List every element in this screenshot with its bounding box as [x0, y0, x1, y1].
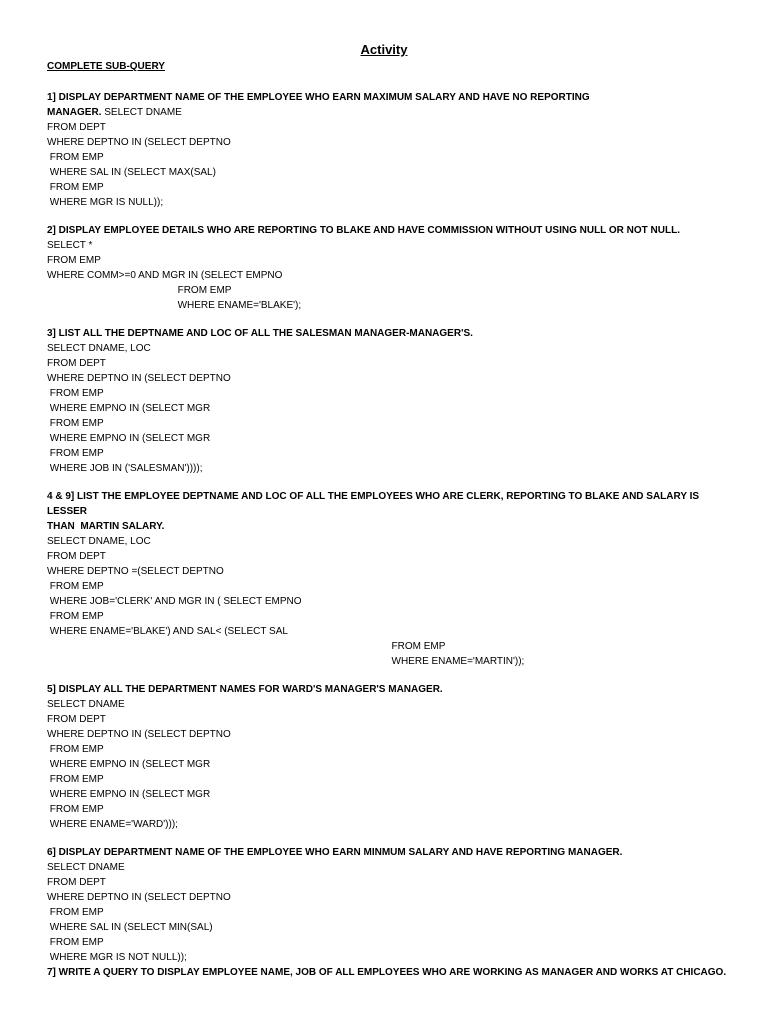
question-title-tail: MANAGER.: [47, 107, 102, 118]
sql-line: FROM DEPT: [47, 714, 106, 725]
question-7: [47, 965, 727, 980]
sql-line: FROM EMP: [47, 285, 232, 296]
sql-line: FROM EMP: [47, 937, 104, 948]
question-list: [47, 90, 727, 980]
page-title: Activity: [360, 42, 408, 57]
question-title: 1] DISPLAY DEPARTMENT NAME OF THE EMPLOYEE WHO EARN MAXIMUM SALARY AND HAVE NO REPORTING: [47, 92, 590, 103]
sql-line: SELECT *: [47, 240, 93, 251]
sql-line: WHERE ENAME='WARD')));: [47, 819, 178, 830]
sql-line: FROM DEPT: [47, 122, 106, 133]
question-title: 6] DISPLAY DEPARTMENT NAME OF THE EMPLOYEE WHO EARN MINMUM SALARY AND HAVE REPORTING MANAGER.: [47, 847, 623, 858]
question-1: [47, 90, 727, 210]
sql-line: FROM DEPT: [47, 551, 106, 562]
sql-line: FROM DEPT: [47, 877, 106, 888]
sql-line: WHERE DEPTNO IN (SELECT DEPTNO: [47, 729, 231, 740]
sql-line: FROM EMP: [47, 418, 104, 429]
sql-line: WHERE JOB='CLERK' AND MGR IN ( SELECT EMPNO: [47, 596, 302, 607]
sql-line: SELECT DNAME, LOC: [47, 343, 151, 354]
sql-line: WHERE ENAME='MARTIN'));: [47, 656, 525, 667]
sql-line: FROM EMP: [47, 581, 104, 592]
question-title: 7] WRITE A QUERY TO DISPLAY EMPLOYEE NAME, JOB OF ALL EMPLOYEES WHO ARE WORKING AS MANAGER AND WORKS AT CHICAGO.: [47, 967, 727, 978]
sql-line: WHERE JOB IN ('SALESMAN'))));: [47, 463, 203, 474]
question-title: 4 & 9] LIST THE EMPLOYEE DEPTNAME AND LOC OF ALL THE EMPLOYEES WHO ARE CLERK, REPORTING TO BLAKE AND SALARY IS LESSER: [47, 491, 702, 517]
sql-line: WHERE EMPNO IN (SELECT MGR: [47, 403, 211, 414]
sql-line: FROM EMP: [47, 388, 104, 399]
sql-line: SELECT DNAME, LOC: [47, 536, 151, 547]
sql-line: FROM EMP: [47, 448, 104, 459]
question-5: [47, 682, 727, 832]
question-2: [47, 223, 727, 313]
sql-line: SELECT DNAME: [47, 862, 125, 873]
sql-line: WHERE MGR IS NULL));: [47, 197, 164, 208]
sql-line: FROM EMP: [47, 255, 101, 266]
question-title-cont: [47, 105, 727, 120]
sql-line: SELECT DNAME: [101, 107, 182, 118]
sql-line: WHERE SAL IN (SELECT MAX(SAL): [47, 167, 216, 178]
sql-line: WHERE MGR IS NOT NULL));: [47, 952, 187, 963]
sql-line: FROM EMP: [47, 744, 104, 755]
sql-line: WHERE DEPTNO IN (SELECT DEPTNO: [47, 373, 231, 384]
sql-line: FROM DEPT: [47, 358, 106, 369]
sql-line: WHERE DEPTNO IN (SELECT DEPTNO: [47, 137, 231, 148]
sql-line: FROM EMP: [47, 182, 104, 193]
sql-line: WHERE SAL IN (SELECT MIN(SAL): [47, 922, 213, 933]
sql-line: FROM EMP: [47, 611, 104, 622]
sql-line: WHERE ENAME='BLAKE');: [47, 300, 302, 311]
sql-line: WHERE EMPNO IN (SELECT MGR: [47, 789, 211, 800]
question-title: 3] LIST ALL THE DEPTNAME AND LOC OF ALL THE SALESMAN MANAGER-MANAGER'S.: [47, 328, 473, 339]
question-4: [47, 489, 727, 669]
question-title: 5] DISPLAY ALL THE DEPARTMENT NAMES FOR WARD'S MANAGER'S MANAGER.: [47, 684, 443, 695]
sql-line: WHERE EMPNO IN (SELECT MGR: [47, 433, 211, 444]
sql-line: FROM EMP: [47, 774, 104, 785]
sql-line: FROM EMP: [47, 907, 104, 918]
sql-line: FROM EMP: [47, 641, 446, 652]
sql-line: WHERE DEPTNO IN (SELECT DEPTNO: [47, 892, 231, 903]
sql-line: WHERE COMM>=0 AND MGR IN (SELECT EMPNO: [47, 270, 283, 281]
question-6: [47, 845, 727, 965]
sql-line: FROM EMP: [47, 804, 104, 815]
sql-line: WHERE ENAME='BLAKE') AND SAL< (SELECT SAL: [47, 626, 288, 637]
question-title: 2] DISPLAY EMPLOYEE DETAILS WHO ARE REPORTING TO BLAKE AND HAVE COMMISSION WITHOUT USING NULL OR NOT NULL.: [47, 225, 680, 236]
page-subtitle: COMPLETE SUB-QUERY: [47, 61, 165, 72]
sql-line: SELECT DNAME: [47, 699, 125, 710]
sql-line: WHERE DEPTNO =(SELECT DEPTNO: [47, 566, 224, 577]
sql-line: WHERE EMPNO IN (SELECT MGR: [47, 759, 211, 770]
sql-line: FROM EMP: [47, 152, 104, 163]
question-title-cont: THAN MARTIN SALARY.: [47, 521, 165, 532]
question-3: [47, 326, 727, 476]
